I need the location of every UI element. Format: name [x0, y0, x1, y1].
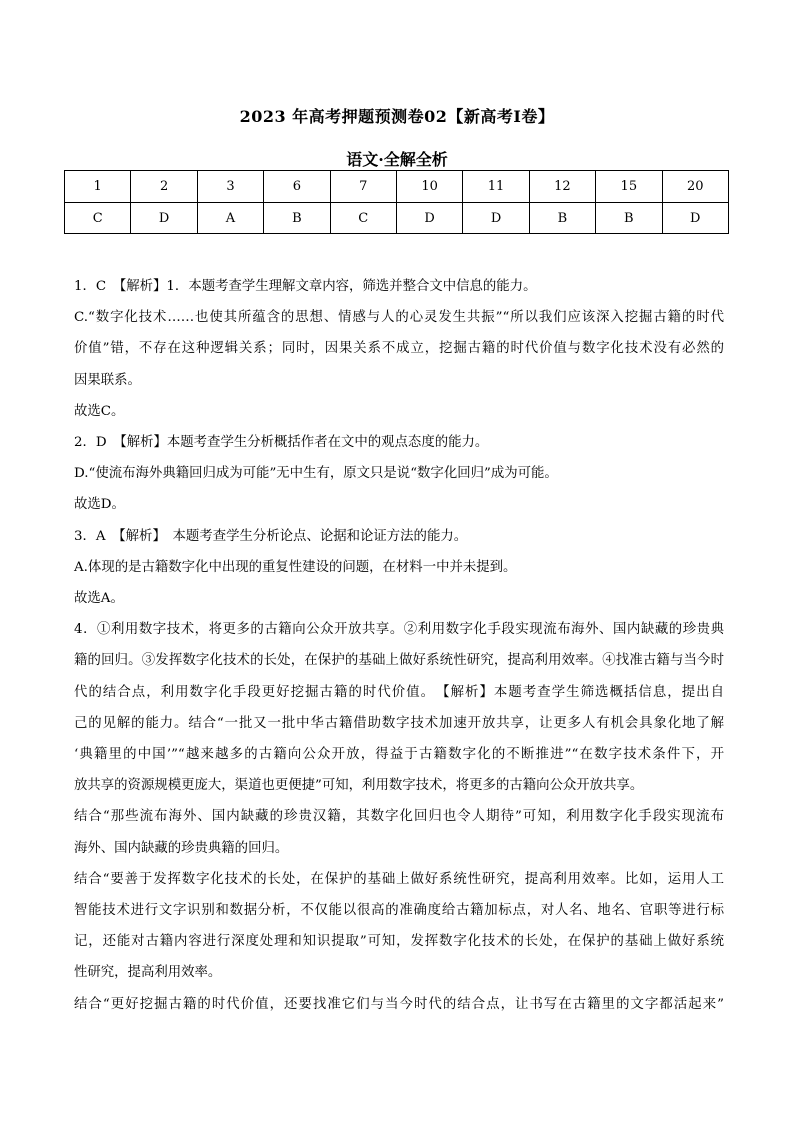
- q4-explanation-line: ‘典籍里的中国’”“越来越多的古籍向公众开放，得益于古籍数字化的不断推进”“在数字技术条件下，开: [74, 747, 724, 763]
- q3-explanation-line: A.体现的是古籍数字化中出现的重复性建设的问题，在材料一中并未提到。: [74, 559, 517, 575]
- answer-cell: D: [131, 203, 197, 234]
- question-number-cell: 7: [330, 171, 396, 203]
- q4-explanation-line: 结合“那些流布海外、国内缺藏的珍贵汉籍，其数字化回归也令人期待”可知，利用数字化手段实现流布: [74, 809, 724, 825]
- question-number-cell: 10: [396, 171, 462, 203]
- question-number-cell: 15: [596, 171, 662, 203]
- answer-cell: D: [662, 203, 728, 234]
- q2-conclusion: 故选D。: [74, 497, 125, 513]
- question-number-cell: 2: [131, 171, 197, 203]
- question-number-row: [65, 171, 729, 203]
- question-number-cell: 3: [197, 171, 263, 203]
- q4-explanation-line: 结合“要善于发挥数字化技术的长处，在保护的基础上做好系统性研究，提高利用效率。比如，运用人工: [74, 871, 724, 887]
- answer-cell: D: [396, 203, 462, 234]
- answer-cell: B: [596, 203, 662, 234]
- q1-explanation-line: C.“数字化技术……也使其所蕴含的思想、情感与人的心灵发生共振”“所以我们应该深入挖掘古籍的时代: [74, 310, 724, 326]
- answer-cell: D: [463, 203, 529, 234]
- question-number-cell: 6: [264, 171, 330, 203]
- answer-cell: C: [330, 203, 396, 234]
- q3-answer-line: 3．A 【解析】 本题考查学生分析论点、论据和论证方法的能力。: [74, 528, 468, 544]
- answer-explanations: [74, 271, 724, 1020]
- q3-conclusion: 故选A。: [74, 591, 124, 607]
- q4-explanation-line: 放共享的资源规模更庞大，渠道也更便捷”可知，利用数字技术，将更多的古籍向公众开放共享。: [74, 778, 644, 794]
- question-number-cell: 20: [662, 171, 728, 203]
- page-title: 2023 年高考押题预测卷02【新高考Ⅰ卷】: [239, 107, 555, 126]
- q1-answer-line: 1．C 【解析】1．本题考查学生理解文章内容，筛选并整合文中信息的能力。: [74, 279, 537, 294]
- answer-cell: B: [264, 203, 330, 234]
- answer-cell: C: [65, 203, 131, 234]
- q1-explanation-line: 因果联系。: [74, 372, 141, 388]
- q2-answer-line: 2．D 【解析】本题考查学生分析概括作者在文中的观点态度的能力。: [74, 435, 489, 451]
- q1-conclusion: 故选C。: [74, 403, 125, 419]
- page-subtitle: 语文·全解全析: [346, 150, 448, 169]
- q4-explanation-line: 己的见解的能力。结合“一批又一批中华古籍借助数字技术加速开放共享，让更多人有机会具象化地了解: [74, 715, 724, 731]
- q4-answer-line: 4．①利用数字技术，将更多的古籍向公众开放共享。②利用数字化手段实现流布海外、国内缺藏的珍贵典: [74, 622, 724, 638]
- q4-explanation-line: 结合“更好挖掘古籍的时代价值，还要找准它们与当今时代的结合点，让书写在古籍里的文字都活起来”: [74, 996, 724, 1012]
- question-number-cell: 1: [65, 171, 131, 203]
- q4-explanation-line: 性研究，提高利用效率。: [74, 965, 222, 981]
- q4-explanation-line: 智能技术进行文字识别和数据分析，不仅能以很高的准确度给古籍加标点，对人名、地名、官职等进行标: [74, 903, 724, 919]
- answer-row: [65, 203, 729, 234]
- answer-cell: A: [197, 203, 263, 234]
- answer-cell: B: [529, 203, 595, 234]
- q4-explanation-line: 海外、国内缺藏的珍贵典籍的回归。: [74, 840, 289, 856]
- question-number-cell: 11: [463, 171, 529, 203]
- q1-explanation-line: 价值”错，不存在这种逻辑关系；同时，因果关系不成立，挖掘古籍的时代价值与数字化技术没有必然的: [74, 341, 724, 357]
- q4-answer-line: 代的结合点，利用数字化手段更好挖掘古籍的时代价值。 【解析】本题考查学生筛选概括信息，提出自: [74, 684, 724, 700]
- q4-answer-line: 籍的回归。③发挥数字化技术的长处，在保护的基础上做好系统性研究，提高利用效率。④找准古籍与当今时: [74, 653, 724, 669]
- q4-explanation-line: 记，还能对古籍内容进行深度处理和知识提取”可知，发挥数字化技术的长处，在保护的基础上做好系统: [74, 934, 724, 950]
- q2-explanation-line: D.“使流布海外典籍回归成为可能”无中生有，原文只是说“数字化回归”成为可能。: [74, 466, 558, 482]
- question-number-cell: 12: [529, 171, 595, 203]
- answer-table: [64, 170, 729, 234]
